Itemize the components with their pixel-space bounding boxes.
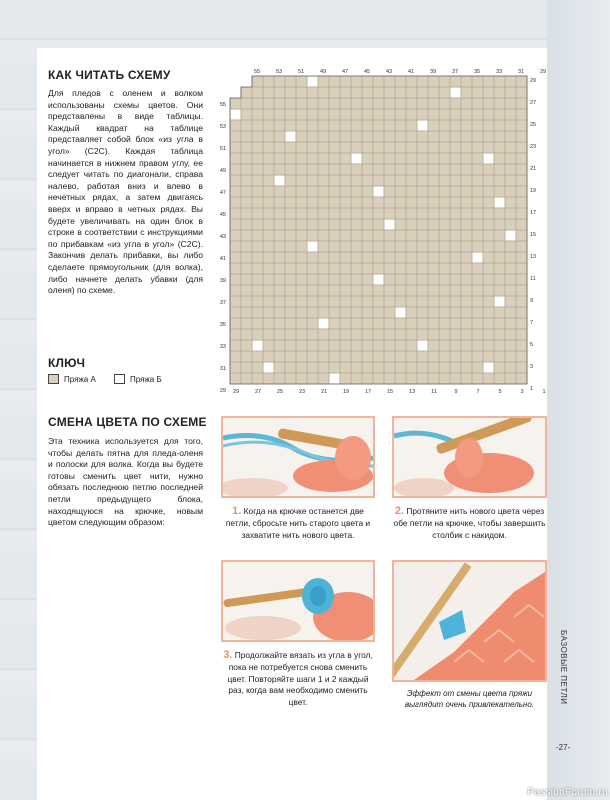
section-title-how-to-read: КАК ЧИТАТЬ СХЕМУ: [48, 68, 171, 82]
chart-left-label: 55: [219, 102, 226, 108]
chart-right-label: 17: [530, 210, 537, 216]
chart-top-label: 49: [319, 69, 327, 75]
chart-top-label: 55: [253, 69, 261, 75]
chart-top-label: 53: [275, 69, 283, 75]
chart-top-label: 39: [429, 69, 437, 75]
yarn-b-cell: [506, 231, 516, 241]
chart-bottom-label: 19: [342, 389, 350, 395]
chart-top-label: 43: [385, 69, 393, 75]
chart-right-label: 13: [530, 254, 537, 260]
chart-left-label: 49: [219, 168, 226, 174]
step-1-illustration: [223, 418, 373, 496]
yarn-b-cell: [484, 154, 494, 164]
how-to-read-text: Для пледов с оленем и волком использованы схемы цветов. Они представлены в виде таблицы. Каждый квадрат на таблице представляет собой блок «из угла в угол» (C2C). Каждая таблица начинается в нижнем правом углу, ее следует читать по диагонали, справа налево, работая вниз и влево в нечетных рядах, а затем двигаясь вверх и вправо в четных рядах. Вы будете увеличивать на один блок в строке в соответствии с инструкциями по прибавкам «из угла в угол» (C2C). Закончив делать прибавки, вы либо сделаете прямоугольник (для волка), либо начнете делать убавки (для оленя) по схеме.: [48, 88, 203, 296]
step-1-number: 1.: [232, 505, 242, 517]
step-1-photo: [221, 416, 375, 498]
yarn-b-cell: [352, 154, 362, 164]
yarn-b-cell: [308, 242, 318, 252]
chart-right-label: 23: [530, 144, 537, 150]
yarn-b-cell: [451, 88, 461, 98]
yarn-b-cell: [264, 363, 274, 373]
chart-bottom-label: 11: [431, 389, 437, 395]
c2c-chart: [0, 0, 547, 400]
chart-left-label: 51: [219, 146, 226, 152]
yarn-b-cell: [396, 308, 406, 318]
chart-top-label: 51: [297, 69, 305, 75]
key-title: КЛЮЧ: [48, 356, 86, 370]
yarn-b-cell: [253, 341, 263, 351]
step-3-photo: [221, 560, 375, 642]
yarn-a-label: Пряжа А: [64, 374, 96, 384]
yarn-b-cell: [473, 253, 483, 263]
chart-bottom-label: 5: [498, 389, 502, 395]
step-2-illustration: [394, 418, 545, 496]
chart-left-label: 43: [219, 234, 226, 240]
chart-bottom-label: 25: [276, 389, 284, 395]
chart-top-label: 45: [363, 69, 371, 75]
chart-bottom-label: 27: [254, 389, 262, 395]
chart-right-label: 1: [530, 386, 534, 392]
chart-right-label: 25: [530, 122, 537, 128]
chart-right-label: 19: [530, 188, 537, 194]
chart-top-label: 33: [495, 69, 503, 75]
yarn-b-cell: [286, 132, 296, 142]
chart-left-label: 45: [219, 212, 226, 218]
effect-caption: Эффект от смены цвета пряжи выглядит очень привлекательно.: [404, 689, 534, 709]
section-tab-label: БАЗОВЫЕ ПЕТЛИ: [559, 630, 568, 705]
chart-right-label: 5: [530, 342, 534, 348]
yarn-b-cell: [231, 110, 241, 120]
effect-photo: [392, 560, 547, 682]
chart-left-label: 29: [219, 388, 226, 394]
yarn-b-cell: [495, 198, 505, 208]
chart-right-label: 9: [530, 298, 534, 304]
chart-left-label: 37: [219, 300, 226, 306]
step-3-number: 3.: [223, 649, 233, 661]
yarn-b-cell: [418, 121, 428, 131]
yarn-b-label: Пряжа Б: [130, 374, 162, 384]
step-3-illustration: [223, 562, 373, 640]
chart-right-label: 27: [530, 100, 537, 106]
step-1-caption: [221, 506, 375, 541]
chart-right-label: 29: [530, 78, 537, 84]
yarn-b-cell: [484, 363, 494, 373]
chart-left-label: 41: [219, 256, 226, 262]
chart-bottom-label: 1: [542, 389, 546, 395]
step-2-number: 2.: [394, 505, 405, 517]
chart-bottom-label: 17: [364, 389, 372, 395]
step-1-text: Когда на крючке останется две петли, сбросьте нить старого цвета и захватите нить нового цвета.: [225, 506, 371, 540]
color-change-text: Эта техника используется для того, чтобы делать пятна для пледа-оленя и полоски для волка. Когда вы будете готовы сменить цвет нити, нужно обязать последнюю петлю последней петли предыдущего блока, находящуюся на крючке, новым цветом следующим образом:: [48, 436, 203, 528]
chart-top-label: 29: [539, 69, 547, 75]
section-title-color-change: СМЕНА ЦВЕТА ПО СХЕМЕ: [48, 415, 207, 429]
page-number: -27-: [556, 743, 571, 752]
chart-left-label: 31: [219, 366, 226, 372]
yarn-b-cell: [374, 275, 384, 285]
yarn-b-cell: [308, 77, 318, 87]
step-2-text: Протяните нить нового цвета через обе петли на крючке, чтобы завершить столбик с накидом.: [393, 506, 546, 540]
chart-top-label: 37: [451, 69, 459, 75]
chart-left-label: 47: [219, 190, 226, 196]
chart-left-label: 53: [219, 124, 226, 130]
step-2-photo: [392, 416, 547, 498]
yarn-b-cell: [275, 176, 285, 186]
chart-left-label: 39: [219, 278, 226, 284]
yarn-b-cell: [319, 319, 329, 329]
yarn-b-cell: [418, 341, 428, 351]
chart-top-label: 35: [473, 69, 481, 75]
chart-top-label: 41: [407, 69, 415, 75]
yarn-b-cell: [374, 187, 384, 197]
step-3-text: Продолжайте вязать из угла в угол, пока не потребуется снова сменить цвет. Повторяйте шаги 1 и 2 каждый раз, когда вам необходимо сменить цвет.: [227, 650, 373, 708]
step-2-caption: [392, 506, 547, 541]
chart-right-label: 11: [530, 276, 536, 282]
chart-bottom-label: 13: [408, 389, 416, 395]
watermark: PassionForum.ru: [527, 787, 608, 798]
yarn-b-cell: [385, 220, 395, 230]
chart-top-label: 31: [517, 69, 525, 75]
chart-right-label: 3: [530, 364, 534, 370]
chart-right-label: 7: [530, 320, 534, 326]
chart-right-label: 15: [530, 232, 537, 238]
chart-left-label: 33: [219, 344, 226, 350]
chart-bottom-label: 7: [476, 389, 480, 395]
chart-bottom-label: 23: [298, 389, 306, 395]
step-3-caption: [221, 650, 375, 709]
yarn-b-cell: [495, 297, 505, 307]
effect-illustration: [394, 562, 545, 680]
chart-left-label: 35: [219, 322, 226, 328]
chart-top-label: 47: [341, 69, 349, 75]
chart-bottom-label: 29: [232, 389, 240, 395]
chart-bottom-label: 15: [386, 389, 394, 395]
chart-bottom-label: 9: [454, 389, 458, 395]
chart-bottom-label: 21: [320, 389, 328, 395]
chart-bottom-label: 3: [520, 389, 524, 395]
chart-right-label: 21: [530, 166, 537, 172]
yarn-b-cell: [330, 374, 340, 384]
